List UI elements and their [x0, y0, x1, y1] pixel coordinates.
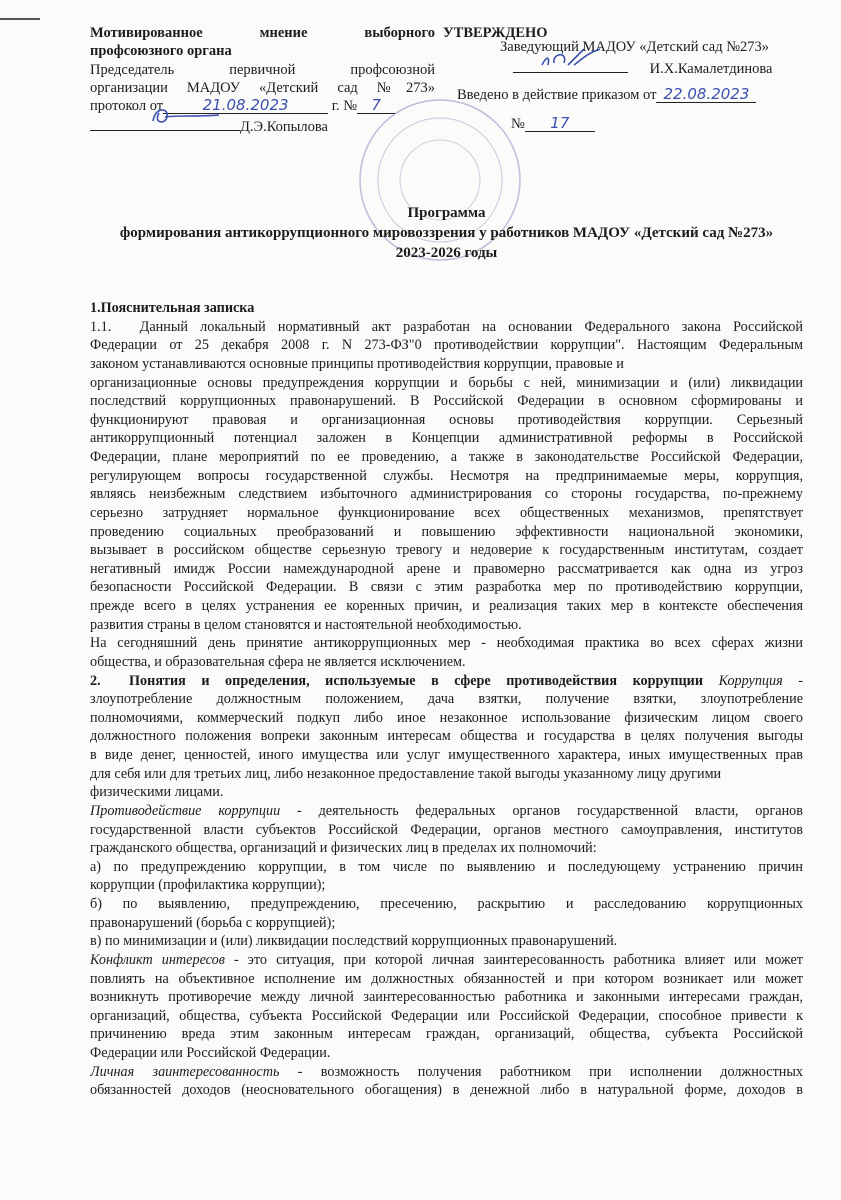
chairman-label: Председатель первичной профсоюзной — [90, 62, 435, 78]
line-text: - возможность получения работником при исполнении должностных — [279, 1063, 803, 1080]
protocol-line — [90, 97, 395, 115]
body-line — [90, 951, 803, 970]
line-text: вызывает в российском обществе серьезную тревогу и недоверие к государственным институтам, создает — [90, 542, 803, 559]
italic-term: Коррупция — [718, 672, 783, 689]
body-line — [90, 429, 803, 448]
approved-heading: УТВЕРЖДЕНО — [443, 25, 548, 41]
body-line — [90, 616, 803, 635]
order-number-line — [511, 115, 595, 133]
line-text: Федерации от 25 декабря 2008 г. N 273-ФЗ"0 противодействии коррупции". Настоящим Федеральным — [90, 337, 803, 354]
body-line — [90, 578, 803, 597]
document-body — [90, 299, 803, 1100]
body-line — [90, 709, 803, 728]
body-line — [90, 970, 803, 989]
line-text: - — [782, 672, 803, 689]
signature-mark — [145, 105, 225, 127]
line-text: общества, и образовательная сфера не является исключением. — [90, 653, 466, 670]
body-line — [90, 392, 803, 411]
union-signature — [90, 115, 240, 131]
protocol-number: 7 — [357, 98, 395, 114]
body-line — [90, 914, 803, 933]
line-text: злоупотребление должностным положением, дача взятки, получение взятки, злоупотребление — [90, 691, 803, 708]
line-text: Федерации или Российской Федерации. — [90, 1045, 331, 1061]
order-number: 17 — [525, 116, 595, 132]
line-text: для себя или для третьих лиц, либо незаконное предоставление такой выгоды указанному лицу другими — [90, 765, 722, 782]
body-line — [90, 318, 803, 337]
line-text: организационные основы предупреждения коррупции и борьбы с ней, минимизации и (или) ликвидации — [90, 374, 803, 391]
body-line — [90, 485, 803, 504]
head-signature — [513, 57, 628, 73]
body-line — [90, 299, 803, 318]
union-signer-name: Д.Э.Копылова — [240, 119, 328, 135]
order-line — [457, 86, 756, 104]
protocol-number-label: г. № — [331, 98, 358, 114]
line-text: коррупции (профилактика коррупции); — [90, 877, 326, 894]
line-text: обязанностей доходов (неосновательного обогащения) в денежной либо в натуральной форме, доходов в — [90, 1082, 803, 1099]
line-text: полномочиями, коммерческий подкуп либо иное незаконное использование физическим лицом своего — [90, 709, 803, 726]
bold-heading-text: 2. Понятия и определения, используемые в сфере противодействия коррупции — [90, 672, 719, 689]
body-line — [90, 765, 803, 784]
line-text: проведению социальных преобразований и повышению эффективности национальной экономики, — [90, 523, 803, 540]
body-line — [90, 560, 803, 579]
line-text: б) по выявлению, предупреждению, пресечению, раскрытию и расследованию коррупционных — [90, 896, 803, 912]
line-text: государственной власти субъектов Российской Федерации, органов местного самоуправления, институтов — [90, 821, 803, 838]
union-signature-line — [90, 115, 328, 136]
body-line — [90, 1044, 803, 1063]
line-text: причинению вреда этим законным интересам граждан, организаций, общества, субъекта Российской — [90, 1026, 803, 1043]
body-line — [90, 1063, 803, 1082]
line-text: безопасности Российской Федерации. В связи с этим разработка мер по противодействию коррупции, — [90, 579, 803, 596]
body-line — [90, 802, 803, 821]
body-line — [90, 1007, 803, 1026]
body-line — [90, 895, 803, 914]
line-text: возникнуть противоречие между личной заинтересованностью работника и законными интересами граждан, — [90, 989, 803, 1006]
protocol-label: протокол от — [90, 98, 164, 114]
body-line — [90, 374, 803, 393]
line-text: повлиять на объективное исполнение им должностных обязанностей и при котором возникает или может — [90, 970, 803, 987]
line-text: серьезно затрудняет нормальное функционирование всех общественных механизмов, препятствует — [90, 504, 803, 521]
body-line — [90, 932, 803, 951]
line-text: являясь неизбежным следствием избыточного администрирования со стороны государства, по-прежнему — [90, 486, 803, 503]
line-text: развития страны в целом становятся и настоятельной необходимостью. — [90, 616, 522, 633]
line-text: функционируют правовая и организационная основы противодействия коррупции. Серьезный — [90, 411, 803, 428]
body-line — [90, 821, 803, 840]
line-text: должностного положения вопреки законным интересам общества и государства в целях получения выгоды — [90, 728, 803, 745]
line-text: 1.1. Данный локальный нормативный акт разработан на основании Федерального закона Российской — [90, 318, 803, 335]
union-body-label: профсоюзного органа — [90, 43, 232, 59]
body-line — [90, 448, 803, 467]
title-program: Программа — [407, 205, 486, 221]
union-opinion-heading: Мотивированное мнение выборного — [90, 25, 435, 41]
organization-label: организации МАДОУ «Детский сад №273» — [90, 80, 435, 96]
body-line — [90, 653, 803, 672]
line-text: физическими лицами. — [90, 784, 224, 801]
body-line — [90, 634, 803, 653]
line-text: организаций, общества, субъекта Российской Федерации или Российской Федерации, способное привести к — [90, 1007, 803, 1024]
line-text: регулирующем вопросы государственной службы. Несмотря на предпринимаемые меры, коррупция, — [90, 467, 803, 484]
body-line — [90, 690, 803, 709]
scan-edge-mark — [0, 18, 40, 20]
bold-heading-text: 1.Пояснительная записка — [90, 300, 255, 316]
line-text: прежде всего в целях устранения ее коренных причин, и реализация таких мер в контексте обеспечения — [90, 598, 803, 614]
body-line — [90, 411, 803, 430]
body-line — [90, 355, 803, 374]
title-years: 2023-2026 годы — [395, 245, 498, 261]
italic-term: Конфликт интересов — [90, 951, 225, 968]
body-line — [90, 783, 803, 802]
italic-term: Личная заинтересованность — [90, 1063, 280, 1080]
head-signature-line — [513, 57, 772, 78]
order-number-label: № — [511, 116, 525, 132]
body-line — [90, 336, 803, 355]
line-text: законом устанавливаются основные принципы противодействия коррупции, правовые и — [90, 355, 624, 372]
protocol-date: 21.08.2023 — [163, 98, 328, 114]
body-line — [90, 839, 803, 858]
document-title — [90, 203, 803, 263]
body-line — [90, 876, 803, 895]
body-line — [90, 727, 803, 746]
body-line — [90, 746, 803, 765]
body-line — [90, 1025, 803, 1044]
line-text: последствий коррупционных правонарушений. В Российской Федерации в основном сформированы и — [90, 393, 803, 410]
line-text: гражданского общества, организаций и физических лиц в пределах их полномочий: — [90, 840, 597, 857]
head-signer-name: И.Х.Камалетдинова — [649, 61, 773, 77]
line-text: негативный имидж России намеждународной арене и правомерно рассматривается как одна из угроз — [90, 560, 803, 577]
line-text: в виде денег, ценностей, иного имущества или услуг имущественного характера, иных имущественных прав — [90, 747, 803, 763]
line-text: - деятельность федеральных органов государственной власти, органов — [280, 802, 803, 819]
line-text: а) по предупреждению коррупции, в том числе по выявлению и последующему устранению причин — [90, 858, 803, 875]
head-position: Заведующий МАДОУ «Детский сад №273» — [500, 39, 770, 55]
body-line — [90, 597, 803, 616]
body-line — [90, 523, 803, 542]
line-text: Федерации, плане мероприятий по ее проведению, а также в законодательстве Российской Федерации, — [90, 449, 803, 465]
order-date: 22.08.2023 — [656, 87, 756, 103]
italic-term: Противодействие коррупции — [90, 802, 281, 819]
title-subject: формирования антикоррупционного мировоззрения у работников МАДОУ «Детский сад №273» — [119, 225, 774, 241]
body-line — [90, 504, 803, 523]
signature-mark — [538, 47, 608, 71]
body-line — [90, 988, 803, 1007]
order-label: Введено в действие приказом от — [457, 87, 657, 103]
line-text: На сегодняшний день принятие антикоррупционных мер - необходимая практика во всех сферах жизни — [90, 635, 803, 652]
line-text: антикоррупционный потенциал заложен в Концепции административной реформы в Российской — [90, 430, 803, 447]
body-line — [90, 541, 803, 560]
line-text: в) по минимизации и (или) ликвидации последствий коррупционных правонарушений. — [90, 933, 618, 950]
body-line — [90, 1081, 803, 1100]
body-line — [90, 467, 803, 486]
body-line — [90, 672, 803, 691]
body-line — [90, 858, 803, 877]
line-text: - это ситуация, при которой личная заинтересованность работника влияет или может — [224, 951, 803, 968]
line-text: правонарушений (борьба с коррупцией); — [90, 914, 336, 931]
